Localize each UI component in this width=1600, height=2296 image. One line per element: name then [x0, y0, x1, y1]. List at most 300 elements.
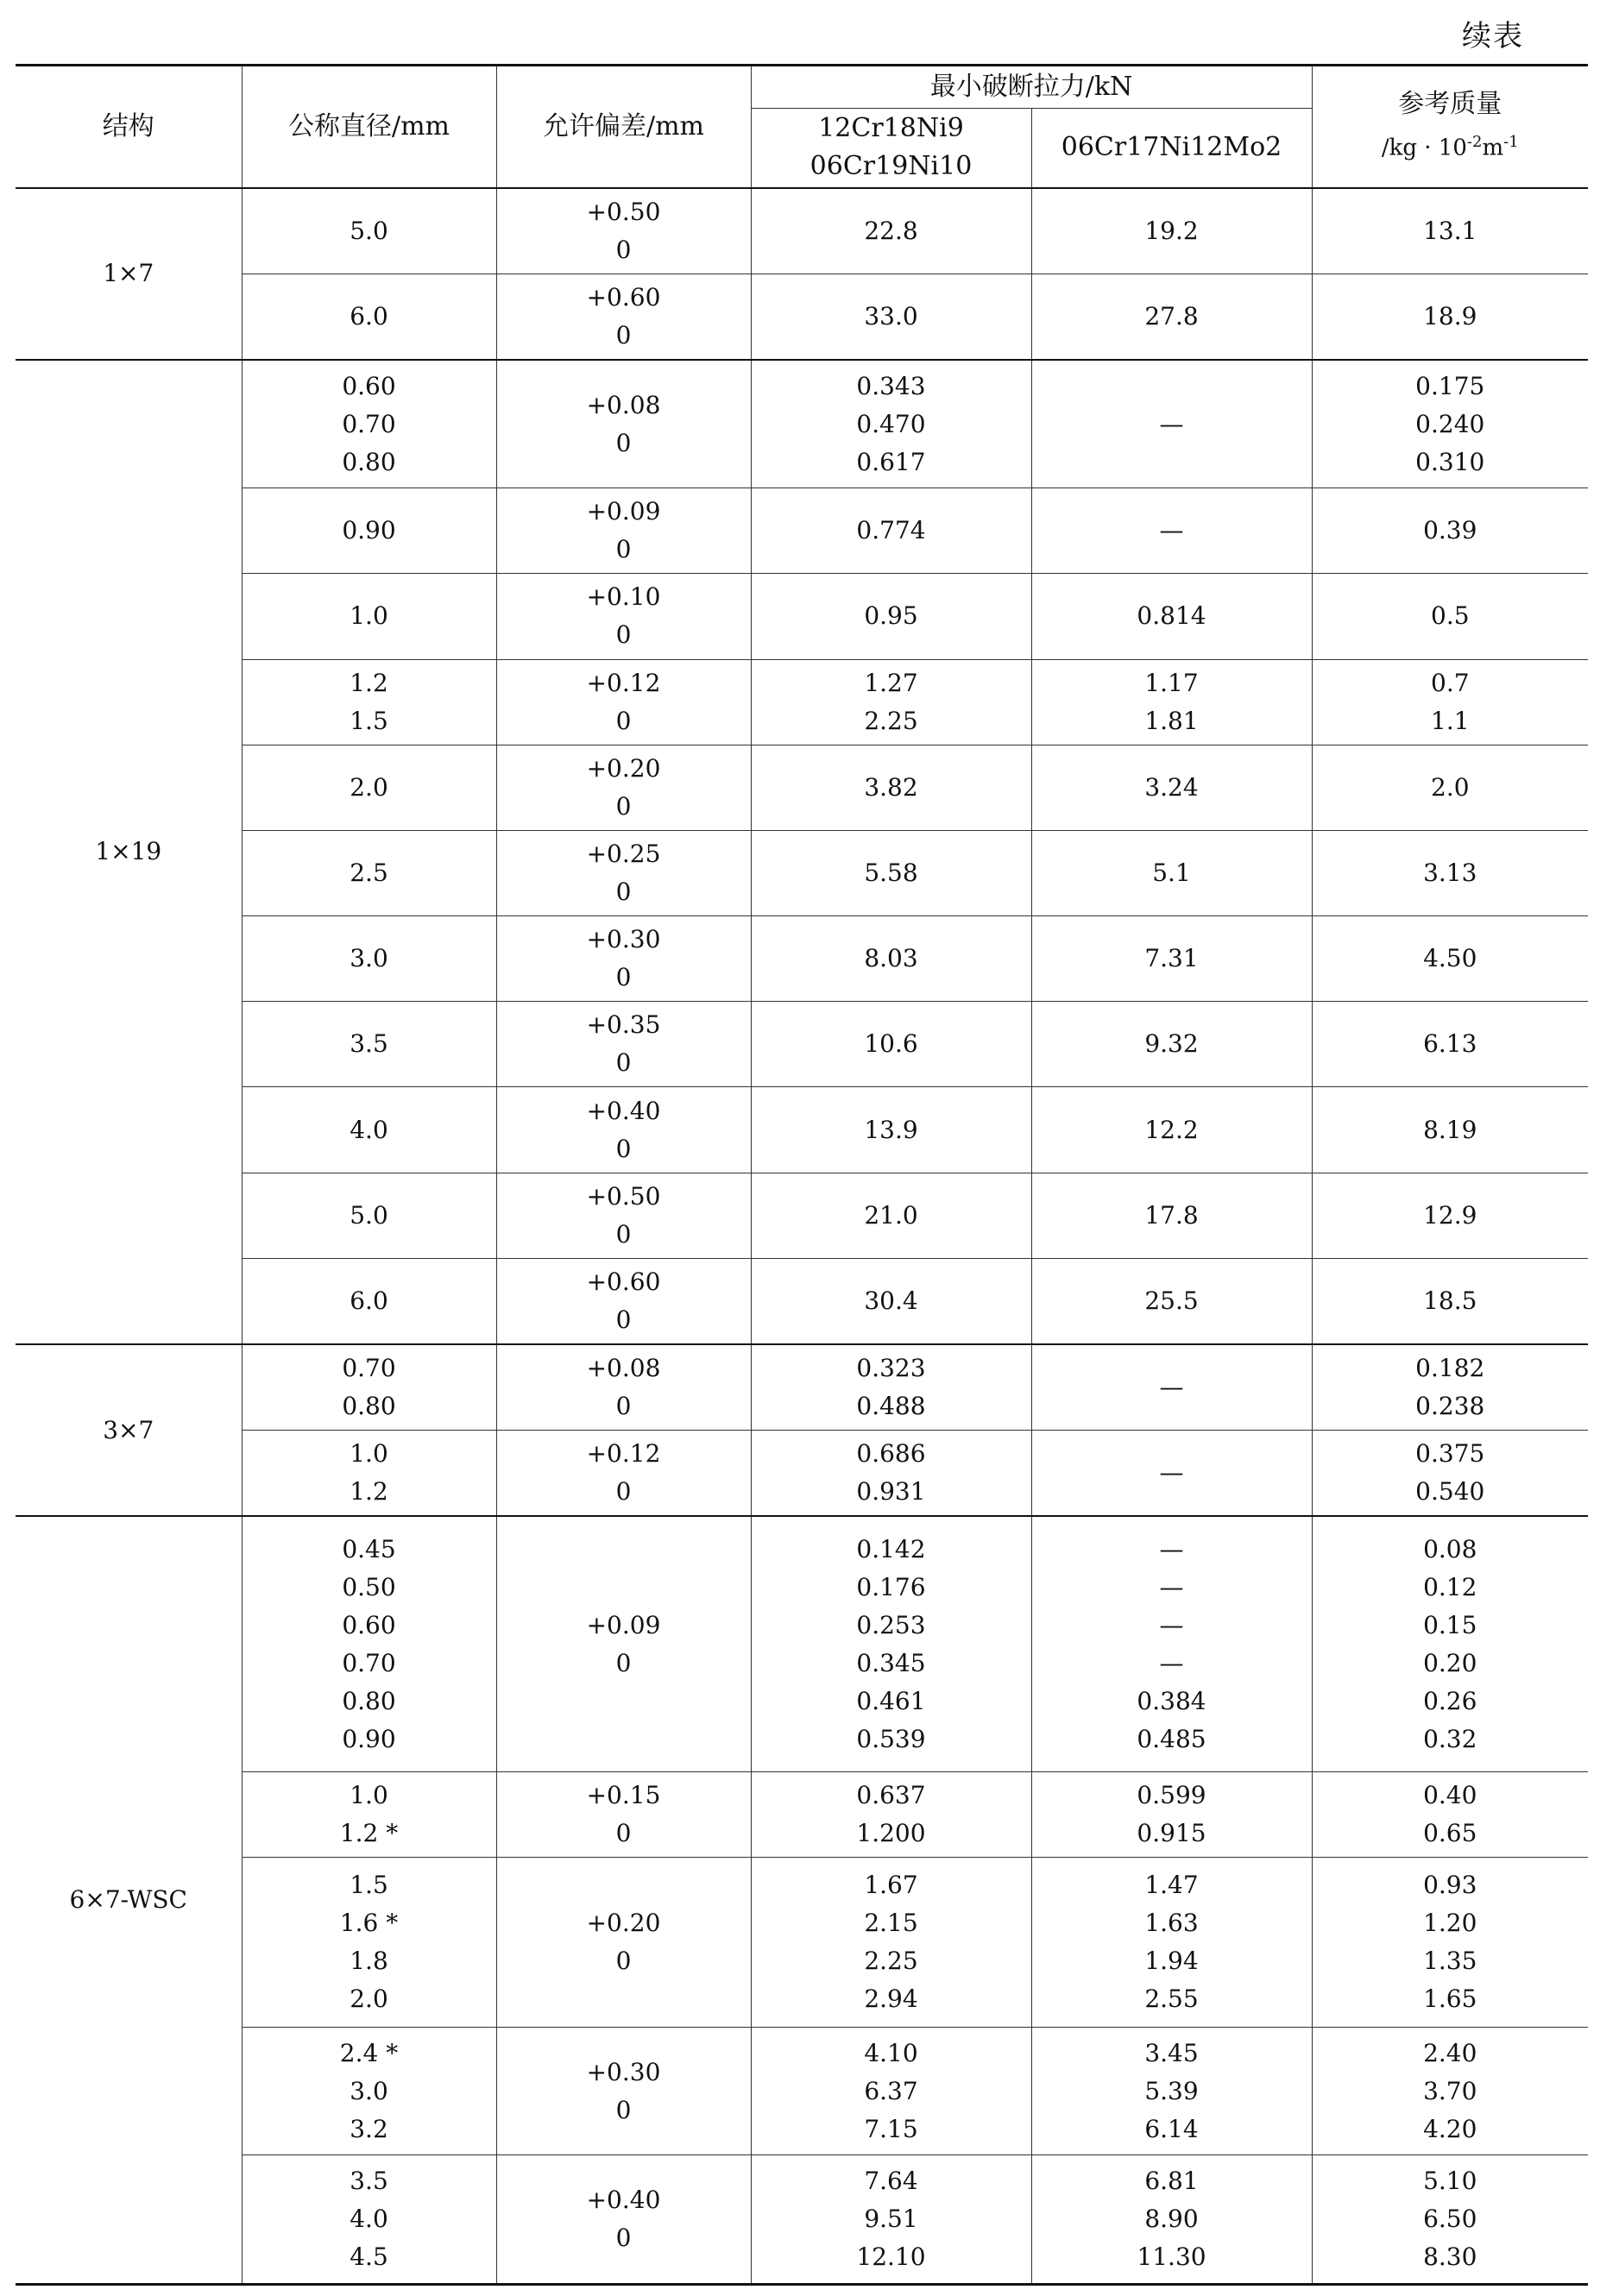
cell-line: 0: [615, 2224, 632, 2253]
cell-line: +0.35: [586, 1010, 661, 1040]
cell-line: 0.915: [1137, 1818, 1206, 1847]
breaking-force-grade-b-cell: [1031, 2155, 1312, 2285]
diameter-cell: [242, 1771, 496, 1857]
cell-line: 8.03: [864, 944, 918, 973]
table-row: [16, 574, 1588, 659]
cell-line: 2.0: [350, 1985, 388, 2014]
reference-mass-cell: [1312, 574, 1588, 659]
cell-line: —: [1159, 1648, 1184, 1677]
cell-line: 0.26: [1423, 1686, 1477, 1715]
cell-line: +0.50: [586, 197, 661, 226]
cell-line: 0.70: [342, 409, 396, 438]
breaking-force-grade-a-cell: [751, 1771, 1031, 1857]
structure-cell: 3×7: [16, 1344, 242, 1516]
cell-line: +0.20: [586, 753, 661, 783]
cell-line: 0.93: [1423, 1871, 1477, 1900]
cell-line: —: [1159, 409, 1184, 438]
tolerance-cell: [496, 574, 751, 659]
breaking-force-grade-b-cell: [1031, 488, 1312, 574]
cell-line: 22.8: [864, 216, 918, 245]
breaking-force-grade-a-cell: [751, 1173, 1031, 1258]
tolerance-cell: [496, 1771, 751, 1857]
mass-unit-exponent-1: -2: [1466, 133, 1483, 152]
cell-line: 1.2: [350, 668, 388, 697]
breaking-force-grade-b-cell: [1031, 916, 1312, 1002]
cell-line: 1.0: [350, 601, 388, 631]
tolerance-cell: [496, 188, 751, 274]
cell-line: +0.12: [586, 668, 661, 697]
diameter-cell: [242, 1344, 496, 1431]
cell-line: 1.63: [1144, 1909, 1199, 1938]
cell-line: 12.10: [856, 2243, 926, 2272]
tolerance-cell: [496, 1258, 751, 1344]
diameter-cell: [242, 916, 496, 1002]
cell-line: 0.39: [1423, 516, 1477, 545]
table-row: [16, 1858, 1588, 2028]
cell-line: 8.90: [1144, 2205, 1199, 2234]
cell-line: 1.94: [1144, 1947, 1199, 1976]
cell-line: +0.30: [586, 925, 661, 954]
cell-line: +0.50: [586, 1181, 661, 1211]
cell-line: 1.20: [1423, 1909, 1477, 1938]
cell-line: 9.32: [1144, 1029, 1199, 1059]
cell-line: 2.25: [864, 1947, 918, 1976]
table-row: [16, 1087, 1588, 1173]
cell-line: 1.6 *: [339, 1909, 399, 1938]
reference-mass-cell: [1312, 1858, 1588, 2028]
cell-line: 3.70: [1423, 2076, 1477, 2105]
table-row: [16, 1516, 1588, 1771]
cell-line: 1.200: [856, 1818, 926, 1847]
cell-line: 0.60: [342, 371, 396, 400]
cell-line: 11.30: [1137, 2243, 1206, 2272]
cell-line: 0.80: [342, 447, 396, 476]
cell-line: 0: [615, 963, 632, 992]
cell-line: 0.461: [856, 1686, 926, 1715]
cell-line: 0.45: [342, 1534, 396, 1563]
breaking-force-grade-a-cell: [751, 1344, 1031, 1431]
breaking-force-grade-b-cell: [1031, 188, 1312, 274]
reference-mass-cell: [1312, 830, 1588, 915]
cell-line: 0.5: [1431, 601, 1470, 631]
header-nominal-diameter: 公称直径/mm: [242, 66, 496, 188]
cell-line: 0.539: [856, 1724, 926, 1753]
breaking-force-grade-a-cell: [751, 360, 1031, 488]
table-row: [16, 274, 1588, 360]
cell-line: —: [1159, 1373, 1184, 1402]
cell-line: 0.238: [1415, 1392, 1485, 1421]
tolerance-cell: [496, 1173, 751, 1258]
table-header: [16, 66, 1588, 188]
breaking-force-grade-a-cell: [751, 659, 1031, 745]
cell-line: 25.5: [1144, 1286, 1199, 1315]
table-row: [16, 659, 1588, 745]
diameter-cell: [242, 1087, 496, 1173]
cell-line: 0: [615, 1477, 632, 1507]
cell-line: 0: [615, 620, 632, 650]
cell-line: 10.6: [864, 1029, 918, 1059]
cell-line: 4.0: [350, 1115, 388, 1144]
tolerance-cell: [496, 2155, 751, 2285]
breaking-force-grade-a-cell: [751, 745, 1031, 830]
cell-line: 1.27: [864, 668, 918, 697]
cell-line: +0.20: [586, 1909, 661, 1938]
cell-line: 7.64: [864, 2167, 918, 2196]
breaking-force-grade-b-cell: [1031, 1002, 1312, 1087]
cell-line: 6.50: [1423, 2205, 1477, 2234]
table-row: [16, 830, 1588, 915]
cell-line: 6.0: [350, 301, 388, 330]
cell-line: 0.774: [856, 516, 926, 545]
cell-line: 0: [615, 1219, 632, 1249]
cell-line: 1.81: [1144, 706, 1199, 735]
cell-line: 12.9: [1423, 1200, 1477, 1230]
diameter-cell: [242, 274, 496, 360]
cell-line: 0.80: [342, 1686, 396, 1715]
mass-unit-exponent-2: -1: [1503, 133, 1519, 152]
cell-line: 0: [615, 535, 632, 564]
cell-line: 5.1: [1152, 859, 1191, 887]
cell-line: 3.45: [1144, 2038, 1199, 2067]
diameter-cell: [242, 659, 496, 745]
cell-line: 6.81: [1144, 2167, 1199, 2196]
cell-line: —: [1159, 1572, 1184, 1601]
structure-cell: 1×19: [16, 360, 242, 1344]
breaking-force-grade-a-cell: [751, 2155, 1031, 2285]
cell-line: 8.30: [1423, 2243, 1477, 2272]
breaking-force-grade-b-cell: [1031, 830, 1312, 915]
cell-line: 0: [615, 1818, 632, 1847]
cell-line: 27.8: [1144, 301, 1199, 330]
cell-line: 0.40: [1423, 1780, 1477, 1809]
reference-mass-cell: [1312, 274, 1588, 360]
cell-line: 0: [615, 1947, 632, 1976]
table-row: [16, 1771, 1588, 1857]
reference-mass-cell: [1312, 2155, 1588, 2285]
cell-line: 1.2 *: [339, 1818, 399, 1847]
cell-line: 0.617: [856, 447, 926, 476]
cell-line: 30.4: [864, 1286, 918, 1315]
cell-line: 0.384: [1137, 1686, 1206, 1715]
breaking-force-grade-b-cell: [1031, 1858, 1312, 2028]
cell-line: 2.0: [1431, 772, 1470, 802]
cell-line: +0.08: [586, 1354, 661, 1383]
cell-line: 2.55: [1144, 1985, 1199, 2014]
tolerance-cell: [496, 1516, 751, 1771]
tolerance-cell: [496, 659, 751, 745]
cell-line: —: [1159, 1458, 1184, 1488]
cell-line: 0.65: [1423, 1818, 1477, 1847]
table-row: [16, 1173, 1588, 1258]
cell-line: 0.15: [1423, 1610, 1477, 1639]
cell-line: +0.60: [586, 1267, 661, 1296]
cell-line: 0.08: [1423, 1534, 1477, 1563]
breaking-force-grade-b-cell: [1031, 1173, 1312, 1258]
cell-line: 2.40: [1423, 2038, 1477, 2067]
diameter-cell: [242, 830, 496, 915]
header-min-breaking-force: 最小破断拉力/kN: [751, 66, 1312, 109]
breaking-force-grade-a-cell: [751, 1516, 1031, 1771]
cell-line: 0.253: [856, 1610, 926, 1639]
cell-line: 0.95: [864, 601, 918, 631]
cell-line: 13.9: [864, 1115, 918, 1144]
cell-line: 0.142: [856, 1534, 926, 1563]
diameter-cell: [242, 360, 496, 488]
cell-line: —: [1159, 1534, 1184, 1563]
cell-line: 19.2: [1144, 216, 1199, 245]
breaking-force-grade-b-cell: [1031, 360, 1312, 488]
reference-mass-cell: [1312, 488, 1588, 574]
cell-line: 0: [615, 1648, 632, 1677]
cell-line: 0: [615, 878, 632, 906]
diameter-cell: [242, 1258, 496, 1344]
cell-line: 0.80: [342, 1392, 396, 1421]
cell-line: 1.5: [350, 706, 388, 735]
cell-line: 1.8: [350, 1947, 388, 1976]
cell-line: 0.60: [342, 1610, 396, 1639]
header-tolerance: 允许偏差/mm: [496, 66, 751, 188]
cell-line: 5.10: [1423, 2167, 1477, 2196]
reference-mass-cell: [1312, 1344, 1588, 1431]
reference-mass-cell: [1312, 1516, 1588, 1771]
cell-line: 0: [615, 791, 632, 821]
cell-line: 4.10: [864, 2038, 918, 2067]
breaking-force-grade-b-cell: [1031, 1344, 1312, 1431]
table-row: [16, 188, 1588, 274]
cell-line: 0.375: [1415, 1439, 1485, 1469]
breaking-force-grade-b-cell: [1031, 1516, 1312, 1771]
table-row: [16, 1258, 1588, 1344]
cell-line: 18.5: [1423, 1286, 1477, 1315]
reference-mass-cell: [1312, 1173, 1588, 1258]
reference-mass-cell: [1312, 188, 1588, 274]
cell-line: 0.7: [1431, 668, 1470, 697]
reference-mass-cell: [1312, 916, 1588, 1002]
cell-line: 2.5: [350, 859, 388, 887]
cell-line: 1.5: [350, 1871, 388, 1900]
cell-line: 2.15: [864, 1909, 918, 1938]
tolerance-cell: [496, 1002, 751, 1087]
cell-line: 21.0: [864, 1200, 918, 1230]
cell-line: 0.686: [856, 1439, 926, 1469]
reference-mass-cell: [1312, 1431, 1588, 1517]
cell-line: —: [1159, 1610, 1184, 1639]
reference-mass-cell: [1312, 1002, 1588, 1087]
table-row: [16, 2028, 1588, 2155]
header-reference-mass: [1312, 66, 1588, 188]
cell-line: 3.0: [350, 2076, 388, 2105]
cell-line: 0.540: [1415, 1477, 1485, 1507]
breaking-force-grade-b-cell: [1031, 2028, 1312, 2155]
cell-line: 4.0: [350, 2205, 388, 2234]
cell-line: 5.58: [864, 859, 918, 887]
table-row: [16, 360, 1588, 488]
cell-line: 0.90: [342, 516, 396, 545]
cell-line: 0.240: [1415, 409, 1485, 438]
breaking-force-grade-a-cell: [751, 1858, 1031, 2028]
continued-label: 续表: [1462, 19, 1524, 53]
cell-line: 0: [615, 1134, 632, 1163]
breaking-force-grade-a-cell: [751, 274, 1031, 360]
cell-line: 3.82: [864, 772, 918, 802]
tolerance-cell: [496, 1344, 751, 1431]
cell-line: 9.51: [864, 2205, 918, 2234]
cell-line: 0.310: [1415, 447, 1485, 476]
cell-line: 4.5: [350, 2243, 388, 2272]
cell-line: 7.31: [1144, 944, 1199, 973]
breaking-force-grade-a-cell: [751, 2028, 1031, 2155]
cell-line: 0.70: [342, 1648, 396, 1677]
cell-line: 0: [615, 235, 632, 264]
breaking-force-grade-b-cell: [1031, 1431, 1312, 1517]
structure-cell: 1×7: [16, 188, 242, 360]
cell-line: 0.32: [1423, 1724, 1477, 1753]
header-reference-mass-title: 参考质量: [1398, 89, 1502, 120]
tolerance-cell: [496, 360, 751, 488]
header-grade-b: 06Cr17Ni12Mo2: [1031, 109, 1312, 188]
cell-line: 0.470: [856, 409, 926, 438]
cell-line: 0.599: [1137, 1780, 1206, 1809]
cell-line: 0.814: [1137, 601, 1206, 631]
cell-line: 4.50: [1423, 944, 1477, 973]
cell-line: 0: [615, 2095, 632, 2124]
breaking-force-grade-b-cell: [1031, 1087, 1312, 1173]
diameter-cell: [242, 2155, 496, 2285]
cell-line: 2.25: [864, 706, 918, 735]
cell-line: +0.60: [586, 282, 661, 311]
cell-line: 0.345: [856, 1648, 926, 1677]
reference-mass-cell: [1312, 1771, 1588, 1857]
tolerance-cell: [496, 1858, 751, 2028]
cell-line: +0.09: [586, 1610, 661, 1639]
cell-line: 0.931: [856, 1477, 926, 1507]
reference-mass-cell: [1312, 360, 1588, 488]
diameter-cell: [242, 574, 496, 659]
breaking-force-grade-a-cell: [751, 188, 1031, 274]
cell-line: 0.323: [856, 1354, 926, 1383]
table-body: [16, 188, 1588, 2285]
cell-line: 0: [615, 320, 632, 349]
cell-line: 3.5: [350, 1029, 388, 1059]
breaking-force-grade-a-cell: [751, 1002, 1031, 1087]
cell-line: 6.14: [1144, 2114, 1199, 2143]
reference-mass-cell: [1312, 1087, 1588, 1173]
mass-unit-prefix: /kg · 10: [1381, 135, 1467, 162]
breaking-force-grade-b-cell: [1031, 574, 1312, 659]
cell-line: 1.1: [1431, 706, 1470, 735]
cell-line: 5.0: [350, 1200, 388, 1230]
breaking-force-grade-a-cell: [751, 1087, 1031, 1173]
breaking-force-grade-a-cell: [751, 574, 1031, 659]
cell-line: 13.1: [1423, 216, 1477, 245]
cell-line: 12.2: [1144, 1115, 1199, 1144]
breaking-force-grade-b-cell: [1031, 659, 1312, 745]
cell-line: 4.20: [1423, 2114, 1477, 2143]
cell-line: 3.0: [350, 944, 388, 973]
cell-line: 0.182: [1415, 1354, 1485, 1383]
cell-line: +0.08: [586, 390, 661, 419]
reference-mass-cell: [1312, 659, 1588, 745]
grade-a-line-1: 12Cr18Ni9: [818, 113, 964, 144]
structure-cell: 6×7-WSC: [16, 1516, 242, 2284]
cell-line: 1.0: [350, 1780, 388, 1809]
diameter-cell: [242, 1516, 496, 1771]
cell-line: 0.90: [342, 1724, 396, 1753]
cell-line: +0.09: [586, 497, 661, 526]
breaking-force-grade-b-cell: [1031, 1771, 1312, 1857]
reference-mass-cell: [1312, 2028, 1588, 2155]
cell-line: 3.2: [350, 2114, 388, 2143]
cell-line: 6.37: [864, 2076, 918, 2105]
cell-line: 1.17: [1144, 668, 1199, 697]
diameter-cell: [242, 488, 496, 574]
diameter-cell: [242, 2028, 496, 2155]
cell-line: 3.5: [350, 2167, 388, 2196]
header-grade-a: [751, 109, 1031, 188]
breaking-force-grade-b-cell: [1031, 745, 1312, 830]
cell-line: —: [1159, 516, 1184, 545]
tolerance-cell: [496, 488, 751, 574]
cell-line: 0.485: [1137, 1724, 1206, 1753]
diameter-cell: [242, 1431, 496, 1517]
cell-line: 0.20: [1423, 1648, 1477, 1677]
cell-line: +0.40: [586, 1096, 661, 1125]
tolerance-cell: [496, 2028, 751, 2155]
cell-line: 0.70: [342, 1354, 396, 1383]
cell-line: 0.343: [856, 371, 926, 400]
cell-line: 8.19: [1423, 1115, 1477, 1144]
tolerance-cell: [496, 1431, 751, 1517]
cell-line: 3.13: [1423, 859, 1477, 887]
header-structure: 结构: [16, 66, 242, 188]
diameter-cell: [242, 1002, 496, 1087]
cell-line: 1.65: [1423, 1985, 1477, 2014]
header-reference-mass-unit: [1316, 123, 1585, 167]
cell-line: 0: [615, 1048, 632, 1078]
wire-rope-spec-table: [16, 64, 1588, 2286]
cell-line: +0.10: [586, 582, 661, 612]
tolerance-cell: [496, 274, 751, 360]
mass-unit-metre: m: [1482, 135, 1504, 162]
cell-line: 0: [615, 1392, 632, 1421]
cell-line: +0.40: [586, 2186, 661, 2215]
table-row: [16, 488, 1588, 574]
cell-line: 0: [615, 706, 632, 735]
cell-line: 2.4 *: [339, 2038, 399, 2067]
cell-line: 5.0: [350, 216, 388, 245]
cell-line: +0.25: [586, 840, 661, 868]
breaking-force-grade-a-cell: [751, 488, 1031, 574]
table-row: [16, 1344, 1588, 1431]
cell-line: 7.15: [864, 2114, 918, 2143]
cell-line: 6.13: [1423, 1029, 1477, 1059]
breaking-force-grade-a-cell: [751, 1258, 1031, 1344]
cell-line: 0.12: [1423, 1572, 1477, 1601]
cell-line: 1.47: [1144, 1871, 1199, 1900]
cell-line: 1.35: [1423, 1947, 1477, 1976]
table-row: [16, 1002, 1588, 1087]
reference-mass-cell: [1312, 745, 1588, 830]
table-row: [16, 2155, 1588, 2285]
breaking-force-grade-a-cell: [751, 830, 1031, 915]
cell-line: 0.176: [856, 1572, 926, 1601]
table-row: [16, 916, 1588, 1002]
cell-line: 5.39: [1144, 2076, 1199, 2105]
reference-mass-cell: [1312, 1258, 1588, 1344]
breaking-force-grade-b-cell: [1031, 1258, 1312, 1344]
cell-line: 1.67: [864, 1871, 918, 1900]
cell-line: 0.50: [342, 1572, 396, 1601]
